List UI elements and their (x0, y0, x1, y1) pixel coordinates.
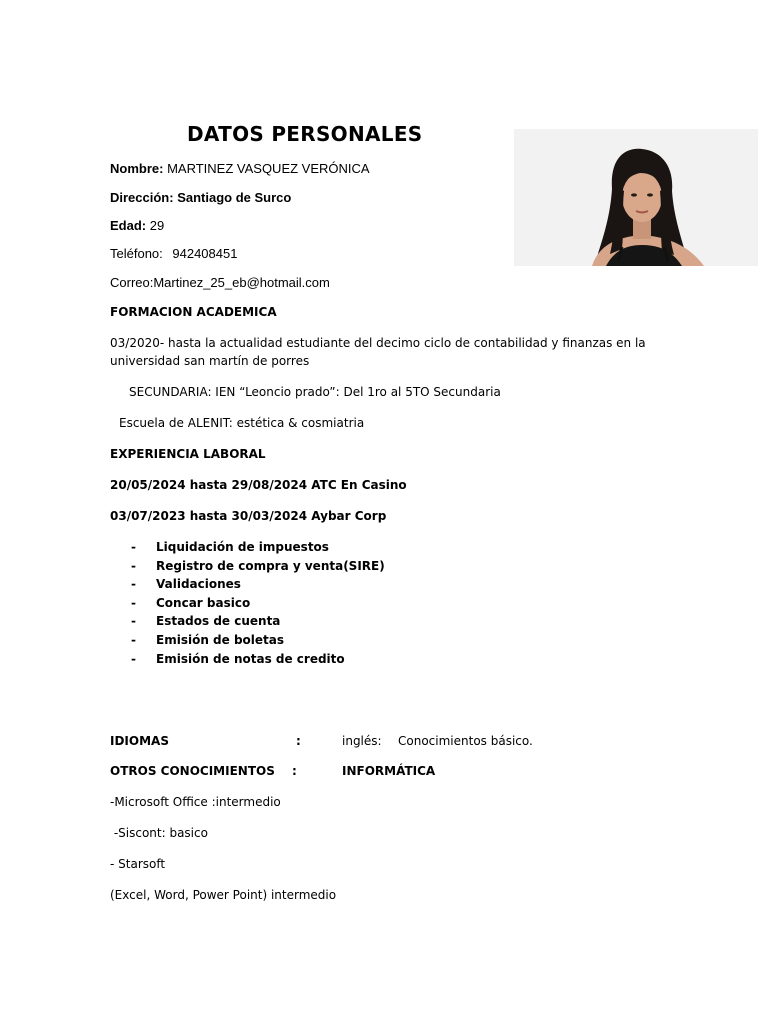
bullet-dash: - (131, 577, 136, 592)
task-item (131, 650, 385, 669)
experiencia-job-1: 20/05/2024 hasta 29/08/2024 ATC En Casino (110, 478, 407, 492)
idiomas-label: IDIOMAS (110, 734, 169, 748)
page-title: DATOS PERSONALES (187, 122, 423, 146)
edad-value: 29 (149, 218, 165, 233)
formacion-escuela: Escuela de ALENIT: estética & cosmiatria (119, 416, 365, 430)
telefono-value: 942408451 (172, 246, 238, 261)
formacion-line-1: 03/2020- hasta la actualidad estudiante del decimo ciclo de contabilidad y finanzas en la (110, 336, 646, 350)
task-item (131, 612, 385, 631)
otros-item: -Microsoft Office :intermedio (110, 795, 281, 809)
otros-item: (Excel, Word, Power Point) intermedio (110, 888, 337, 902)
nombre-label: Nombre: (110, 161, 164, 176)
task-label: Emisión de boletas (156, 632, 285, 647)
task-item (131, 631, 385, 650)
task-label: Estados de cuenta (156, 614, 281, 629)
edad-label: Edad: (110, 218, 147, 233)
idiomas-level: Conocimientos básico. (398, 734, 533, 748)
task-item (131, 575, 385, 594)
edad-line (110, 218, 164, 233)
direccion-label: Dirección: (110, 190, 174, 205)
telefono-line (110, 246, 237, 261)
bullet-dash: - (131, 632, 136, 647)
formacion-heading: FORMACION ACADEMICA (110, 305, 277, 319)
nombre-value: MARTINEZ VASQUEZ VERÓNICA (167, 161, 370, 176)
task-label: Liquidación de impuestos (156, 540, 329, 554)
task-label: Emisión de notas de credito (156, 651, 345, 666)
bullet-dash: - (131, 558, 136, 573)
task-item (131, 594, 385, 613)
otros-category: INFORMÁTICA (342, 764, 436, 778)
task-label: Registro de compra y venta(SIRE) (156, 558, 385, 573)
idiomas-colon: : (296, 734, 301, 748)
otros-item: -Siscont: basico (110, 826, 208, 840)
otros-label: OTROS CONOCIMIENTOS (110, 764, 275, 778)
correo-line: Correo:Martinez_25_eb@hotmail.com (110, 275, 330, 290)
task-label: Concar basico (156, 595, 251, 610)
profile-photo (514, 129, 758, 266)
task-item (131, 538, 385, 557)
otros-item: - Starsoft (110, 857, 166, 871)
telefono-label: Teléfono: (110, 246, 163, 261)
bullet-dash: - (131, 614, 136, 629)
direccion-value: Santiago de Surco (177, 190, 292, 205)
direccion-line (110, 190, 291, 205)
bullet-dash: - (131, 651, 136, 666)
bullet-dash: - (131, 595, 136, 610)
experiencia-heading: EXPERIENCIA LABORAL (110, 447, 266, 461)
bullet-dash: - (131, 540, 136, 554)
experiencia-job-2: 03/07/2023 hasta 30/03/2024 Aybar Corp (110, 509, 387, 523)
otros-colon: : (292, 764, 297, 778)
formacion-line-2: universidad san martín de porres (110, 354, 310, 368)
idiomas-language: inglés: (342, 734, 382, 748)
task-item (131, 557, 385, 576)
task-label: Validaciones (156, 577, 241, 592)
formacion-secundaria: SECUNDARIA: IEN “Leoncio prado”: Del 1ro al 5TO Secundaria (129, 385, 501, 399)
nombre-line (110, 161, 370, 176)
task-list (131, 538, 385, 668)
